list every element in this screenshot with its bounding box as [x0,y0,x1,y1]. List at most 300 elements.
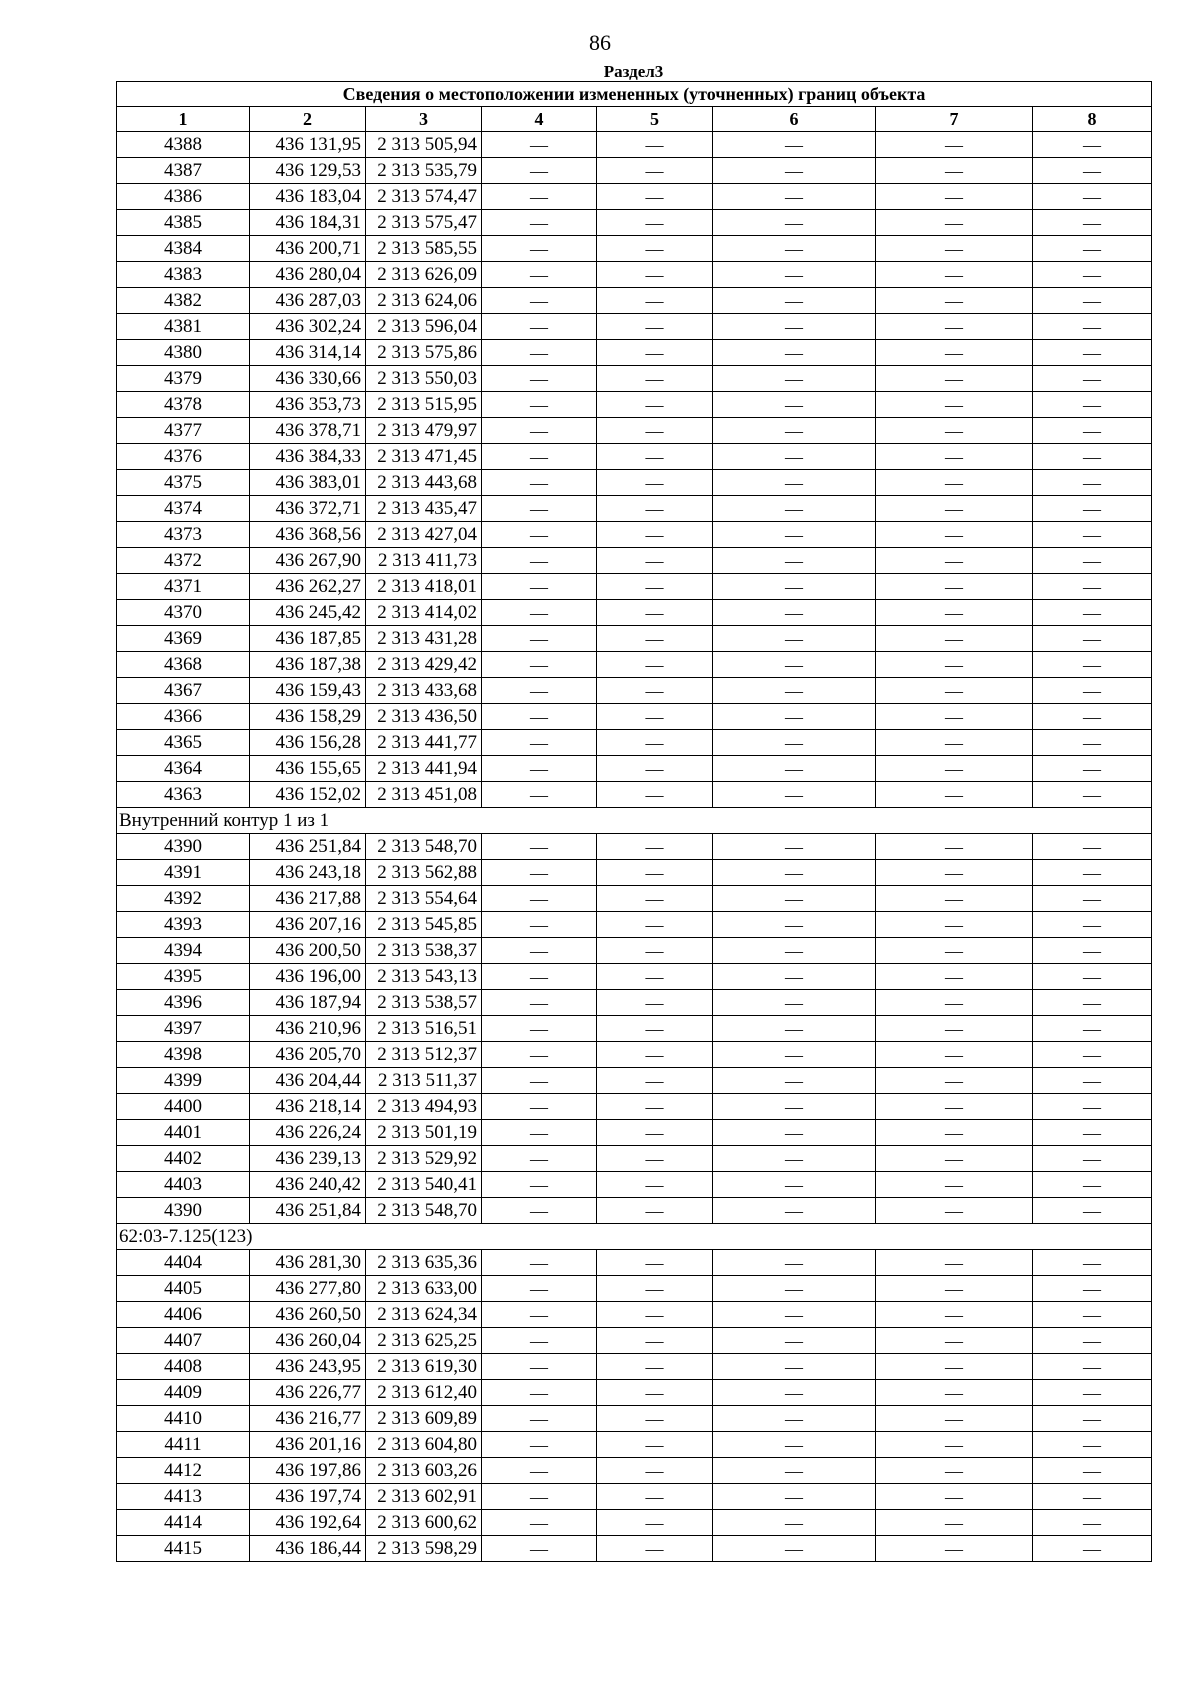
empty-value-cell: — [1033,288,1152,314]
empty-value-cell: — [1033,990,1152,1016]
empty-value-cell: — [1033,912,1152,938]
empty-value-cell: — [713,1042,876,1068]
empty-value-cell: — [597,1406,713,1432]
empty-value-cell: — [1033,886,1152,912]
empty-value-cell: — [876,314,1033,340]
empty-value-cell: — [876,1094,1033,1120]
empty-value-cell: — [482,1354,597,1380]
empty-value-cell: — [597,1172,713,1198]
empty-value-cell: — [713,1276,876,1302]
column-header: 5 [597,107,713,132]
table-row [117,1094,1152,1120]
table-row [117,1172,1152,1198]
empty-value-cell: — [1033,236,1152,262]
point-number-cell: 4391 [117,860,250,886]
coordinate-y-cell: 2 313 543,13 [366,964,482,990]
table-row [117,1146,1152,1172]
empty-value-cell: — [713,470,876,496]
empty-value-cell: — [876,1484,1033,1510]
table-row [117,1276,1152,1302]
empty-value-cell: — [597,158,713,184]
empty-value-cell: — [713,860,876,886]
empty-value-cell: — [1033,418,1152,444]
empty-value-cell: — [876,1172,1033,1198]
point-number-cell: 4375 [117,470,250,496]
table-row [117,1328,1152,1354]
coordinate-y-cell: 2 313 418,01 [366,574,482,600]
table-row [117,1042,1152,1068]
point-number-cell: 4400 [117,1094,250,1120]
empty-value-cell: — [482,340,597,366]
empty-value-cell: — [1033,964,1152,990]
point-number-cell: 4367 [117,678,250,704]
empty-value-cell: — [876,600,1033,626]
empty-value-cell: — [713,1406,876,1432]
coordinate-x-cell: 436 192,64 [250,1510,366,1536]
empty-value-cell: — [482,860,597,886]
empty-value-cell: — [876,366,1033,392]
empty-value-cell: — [713,1120,876,1146]
coordinate-y-cell: 2 313 626,09 [366,262,482,288]
empty-value-cell: — [713,1328,876,1354]
empty-value-cell: — [597,756,713,782]
empty-value-cell: — [1033,1042,1152,1068]
empty-value-cell: — [482,132,597,158]
empty-value-cell: — [713,1432,876,1458]
empty-value-cell: — [482,600,597,626]
point-number-cell: 4403 [117,1172,250,1198]
coordinate-x-cell: 436 262,27 [250,574,366,600]
empty-value-cell: — [597,366,713,392]
point-number-cell: 4386 [117,184,250,210]
empty-value-cell: — [1033,574,1152,600]
empty-value-cell: — [482,1120,597,1146]
empty-value-cell: — [482,1484,597,1510]
empty-value-cell: — [482,236,597,262]
point-number-cell: 4407 [117,1328,250,1354]
empty-value-cell: — [876,496,1033,522]
empty-value-cell: — [713,730,876,756]
empty-value-cell: — [713,1016,876,1042]
empty-value-cell: — [713,1250,876,1276]
table-row [117,366,1152,392]
table-row [117,1016,1152,1042]
empty-value-cell: — [482,964,597,990]
empty-value-cell: — [597,1120,713,1146]
empty-value-cell: — [713,1458,876,1484]
coordinate-x-cell: 436 187,94 [250,990,366,1016]
empty-value-cell: — [1033,1484,1152,1510]
empty-value-cell: — [597,574,713,600]
coordinate-y-cell: 2 313 451,08 [366,782,482,808]
empty-value-cell: — [482,444,597,470]
empty-value-cell: — [1033,522,1152,548]
table-row [117,184,1152,210]
empty-value-cell: — [482,1068,597,1094]
point-number-cell: 4370 [117,600,250,626]
coordinate-x-cell: 436 281,30 [250,1250,366,1276]
empty-value-cell: — [713,1302,876,1328]
column-header: 2 [250,107,366,132]
empty-value-cell: — [482,574,597,600]
empty-value-cell: — [597,964,713,990]
empty-value-cell: — [713,314,876,340]
column-header: 4 [482,107,597,132]
empty-value-cell: — [1033,600,1152,626]
coordinate-x-cell: 436 287,03 [250,288,366,314]
table-row [117,990,1152,1016]
point-number-cell: 4399 [117,1068,250,1094]
empty-value-cell: — [1033,132,1152,158]
empty-value-cell: — [713,938,876,964]
empty-value-cell: — [597,1458,713,1484]
coordinate-y-cell: 2 313 538,37 [366,938,482,964]
empty-value-cell: — [1033,1172,1152,1198]
empty-value-cell: — [597,496,713,522]
column-header: 6 [713,107,876,132]
empty-value-cell: — [713,158,876,184]
table-row [117,678,1152,704]
empty-value-cell: — [876,1458,1033,1484]
coordinate-x-cell: 436 226,77 [250,1380,366,1406]
table-row [117,938,1152,964]
point-number-cell: 4415 [117,1536,250,1562]
empty-value-cell: — [876,834,1033,860]
empty-value-cell: — [482,782,597,808]
point-number-cell: 4396 [117,990,250,1016]
table-row [117,444,1152,470]
point-number-cell: 4373 [117,522,250,548]
empty-value-cell: — [876,158,1033,184]
coordinate-x-cell: 436 384,33 [250,444,366,470]
coordinate-x-cell: 436 240,42 [250,1172,366,1198]
table-row [117,626,1152,652]
coordinate-y-cell: 2 313 411,73 [366,548,482,574]
empty-value-cell: — [713,548,876,574]
empty-value-cell: — [482,366,597,392]
table-row [117,704,1152,730]
table-row [117,418,1152,444]
coordinate-x-cell: 436 207,16 [250,912,366,938]
point-number-cell: 4369 [117,626,250,652]
coordinate-y-cell: 2 313 619,30 [366,1354,482,1380]
coordinate-y-cell: 2 313 479,97 [366,418,482,444]
empty-value-cell: — [597,340,713,366]
empty-value-cell: — [597,1536,713,1562]
empty-value-cell: — [876,964,1033,990]
table-body [117,132,1152,1562]
coordinate-y-cell: 2 313 511,37 [366,1068,482,1094]
empty-value-cell: — [1033,782,1152,808]
coordinate-y-cell: 2 313 436,50 [366,704,482,730]
coordinate-x-cell: 436 129,53 [250,158,366,184]
empty-value-cell: — [876,1276,1033,1302]
table-row [117,834,1152,860]
table-row [117,782,1152,808]
coordinate-x-cell: 436 186,44 [250,1536,366,1562]
point-number-cell: 4408 [117,1354,250,1380]
empty-value-cell: — [482,184,597,210]
empty-value-cell: — [482,522,597,548]
empty-value-cell: — [597,392,713,418]
table-row [117,1250,1152,1276]
empty-value-cell: — [597,470,713,496]
point-number-cell: 4368 [117,652,250,678]
empty-value-cell: — [597,652,713,678]
coordinate-y-cell: 2 313 540,41 [366,1172,482,1198]
empty-value-cell: — [1033,470,1152,496]
empty-value-cell: — [713,210,876,236]
point-number-cell: 4383 [117,262,250,288]
empty-value-cell: — [597,548,713,574]
coordinate-y-cell: 2 313 596,04 [366,314,482,340]
empty-value-cell: — [713,236,876,262]
coordinate-x-cell: 436 245,42 [250,600,366,626]
empty-value-cell: — [597,1250,713,1276]
empty-value-cell: — [1033,210,1152,236]
coordinate-x-cell: 436 330,66 [250,366,366,392]
empty-value-cell: — [713,392,876,418]
empty-value-cell: — [597,626,713,652]
empty-value-cell: — [1033,1094,1152,1120]
empty-value-cell: — [597,1198,713,1224]
point-number-cell: 4372 [117,548,250,574]
coordinate-x-cell: 436 368,56 [250,522,366,548]
empty-value-cell: — [597,1042,713,1068]
empty-value-cell: — [876,470,1033,496]
empty-value-cell: — [713,886,876,912]
empty-value-cell: — [482,418,597,444]
table-row [117,470,1152,496]
point-number-cell: 4404 [117,1250,250,1276]
empty-value-cell: — [482,1536,597,1562]
point-number-cell: 4363 [117,782,250,808]
empty-value-cell: — [482,1172,597,1198]
empty-value-cell: — [713,496,876,522]
empty-value-cell: — [713,652,876,678]
empty-value-cell: — [713,574,876,600]
coordinate-y-cell: 2 313 435,47 [366,496,482,522]
point-number-cell: 4390 [117,1198,250,1224]
empty-value-cell: — [876,392,1033,418]
table-row [117,1510,1152,1536]
point-number-cell: 4385 [117,210,250,236]
empty-value-cell: — [876,548,1033,574]
empty-value-cell: — [713,704,876,730]
empty-value-cell: — [597,262,713,288]
coordinate-x-cell: 436 260,50 [250,1302,366,1328]
empty-value-cell: — [876,1406,1033,1432]
empty-value-cell: — [482,756,597,782]
table-row [117,1068,1152,1094]
point-number-cell: 4388 [117,132,250,158]
table-row [117,548,1152,574]
table-row [117,158,1152,184]
empty-value-cell: — [713,678,876,704]
point-number-cell: 4401 [117,1120,250,1146]
empty-value-cell: — [713,340,876,366]
coordinate-y-cell: 2 313 603,26 [366,1458,482,1484]
point-number-cell: 4409 [117,1380,250,1406]
empty-value-cell: — [482,210,597,236]
empty-value-cell: — [482,652,597,678]
empty-value-cell: — [597,938,713,964]
boundary-coordinates-table [116,81,1152,1562]
coordinate-y-cell: 2 313 501,19 [366,1120,482,1146]
empty-value-cell: — [597,314,713,340]
empty-value-cell: — [597,1432,713,1458]
empty-value-cell: — [482,730,597,756]
empty-value-cell: — [482,1094,597,1120]
empty-value-cell: — [597,912,713,938]
table-row [117,1484,1152,1510]
coordinate-y-cell: 2 313 529,92 [366,1146,482,1172]
empty-value-cell: — [876,1042,1033,1068]
empty-value-cell: — [1033,1120,1152,1146]
table-row [117,236,1152,262]
empty-value-cell: — [876,1198,1033,1224]
empty-value-cell: — [713,1094,876,1120]
coordinate-x-cell: 436 251,84 [250,834,366,860]
empty-value-cell: — [876,678,1033,704]
group-label: Внутренний контур 1 из 1 [117,808,1152,834]
table-row [117,730,1152,756]
table-row [117,600,1152,626]
empty-value-cell: — [876,262,1033,288]
empty-value-cell: — [713,366,876,392]
coordinate-x-cell: 436 243,18 [250,860,366,886]
empty-value-cell: — [597,1302,713,1328]
empty-value-cell: — [482,1146,597,1172]
coordinate-y-cell: 2 313 598,29 [366,1536,482,1562]
coordinate-x-cell: 436 216,77 [250,1406,366,1432]
coordinate-y-cell: 2 313 548,70 [366,1198,482,1224]
empty-value-cell: — [876,1302,1033,1328]
empty-value-cell: — [1033,1536,1152,1562]
empty-value-cell: — [876,1250,1033,1276]
point-number-cell: 4390 [117,834,250,860]
empty-value-cell: — [713,522,876,548]
coordinate-x-cell: 436 260,04 [250,1328,366,1354]
empty-value-cell: — [597,834,713,860]
table-row [117,912,1152,938]
page-number: 86 [589,30,611,55]
empty-value-cell: — [597,1380,713,1406]
empty-value-cell: — [597,860,713,886]
empty-value-cell: — [1033,1354,1152,1380]
empty-value-cell: — [1033,860,1152,886]
empty-value-cell: — [597,704,713,730]
coordinate-x-cell: 436 187,38 [250,652,366,678]
table-row [117,756,1152,782]
empty-value-cell: — [597,1354,713,1380]
empty-value-cell: — [482,1432,597,1458]
table-row [117,288,1152,314]
coordinate-x-cell: 436 155,65 [250,756,366,782]
empty-value-cell: — [876,132,1033,158]
empty-value-cell: — [713,1484,876,1510]
empty-value-cell: — [1033,1146,1152,1172]
empty-value-cell: — [713,262,876,288]
coordinate-x-cell: 436 158,29 [250,704,366,730]
table-row [117,262,1152,288]
empty-value-cell: — [876,1354,1033,1380]
empty-value-cell: — [482,1198,597,1224]
group-header-row [117,1224,1152,1250]
empty-value-cell: — [876,1380,1033,1406]
coordinate-y-cell: 2 313 585,55 [366,236,482,262]
point-number-cell: 4376 [117,444,250,470]
point-number-cell: 4392 [117,886,250,912]
empty-value-cell: — [1033,938,1152,964]
empty-value-cell: — [482,1458,597,1484]
table-row [117,1406,1152,1432]
point-number-cell: 4397 [117,1016,250,1042]
empty-value-cell: — [597,730,713,756]
coordinate-y-cell: 2 313 441,77 [366,730,482,756]
table-row [117,1536,1152,1562]
empty-value-cell: — [713,1380,876,1406]
point-number-cell: 4411 [117,1432,250,1458]
empty-value-cell: — [713,782,876,808]
empty-value-cell: — [1033,1432,1152,1458]
coordinate-x-cell: 436 184,31 [250,210,366,236]
empty-value-cell: — [597,1094,713,1120]
empty-value-cell: — [597,886,713,912]
coordinate-x-cell: 436 197,86 [250,1458,366,1484]
coordinate-y-cell: 2 313 545,85 [366,912,482,938]
empty-value-cell: — [482,704,597,730]
coordinate-x-cell: 436 152,02 [250,782,366,808]
empty-value-cell: — [482,548,597,574]
coordinate-y-cell: 2 313 635,36 [366,1250,482,1276]
coordinate-x-cell: 436 200,71 [250,236,366,262]
coordinate-y-cell: 2 313 414,02 [366,600,482,626]
point-number-cell: 4364 [117,756,250,782]
empty-value-cell: — [1033,1510,1152,1536]
empty-value-cell: — [1033,158,1152,184]
empty-value-cell: — [713,418,876,444]
group-header-row [117,808,1152,834]
empty-value-cell: — [1033,626,1152,652]
table-row [117,496,1152,522]
point-number-cell: 4406 [117,1302,250,1328]
empty-value-cell: — [876,184,1033,210]
point-number-cell: 4405 [117,1276,250,1302]
empty-value-cell: — [482,1380,597,1406]
coordinate-x-cell: 436 226,24 [250,1120,366,1146]
empty-value-cell: — [876,574,1033,600]
empty-value-cell: — [482,1276,597,1302]
empty-value-cell: — [482,938,597,964]
column-header: 1 [117,107,250,132]
empty-value-cell: — [876,704,1033,730]
coordinate-y-cell: 2 313 604,80 [366,1432,482,1458]
empty-value-cell: — [1033,1068,1152,1094]
table-row [117,1432,1152,1458]
point-number-cell: 4382 [117,288,250,314]
empty-value-cell: — [876,912,1033,938]
point-number-cell: 4413 [117,1484,250,1510]
empty-value-cell: — [1033,1276,1152,1302]
empty-value-cell: — [876,782,1033,808]
empty-value-cell: — [597,1068,713,1094]
point-number-cell: 4384 [117,236,250,262]
empty-value-cell: — [597,236,713,262]
point-number-cell: 4387 [117,158,250,184]
empty-value-cell: — [1033,1016,1152,1042]
empty-value-cell: — [876,1510,1033,1536]
